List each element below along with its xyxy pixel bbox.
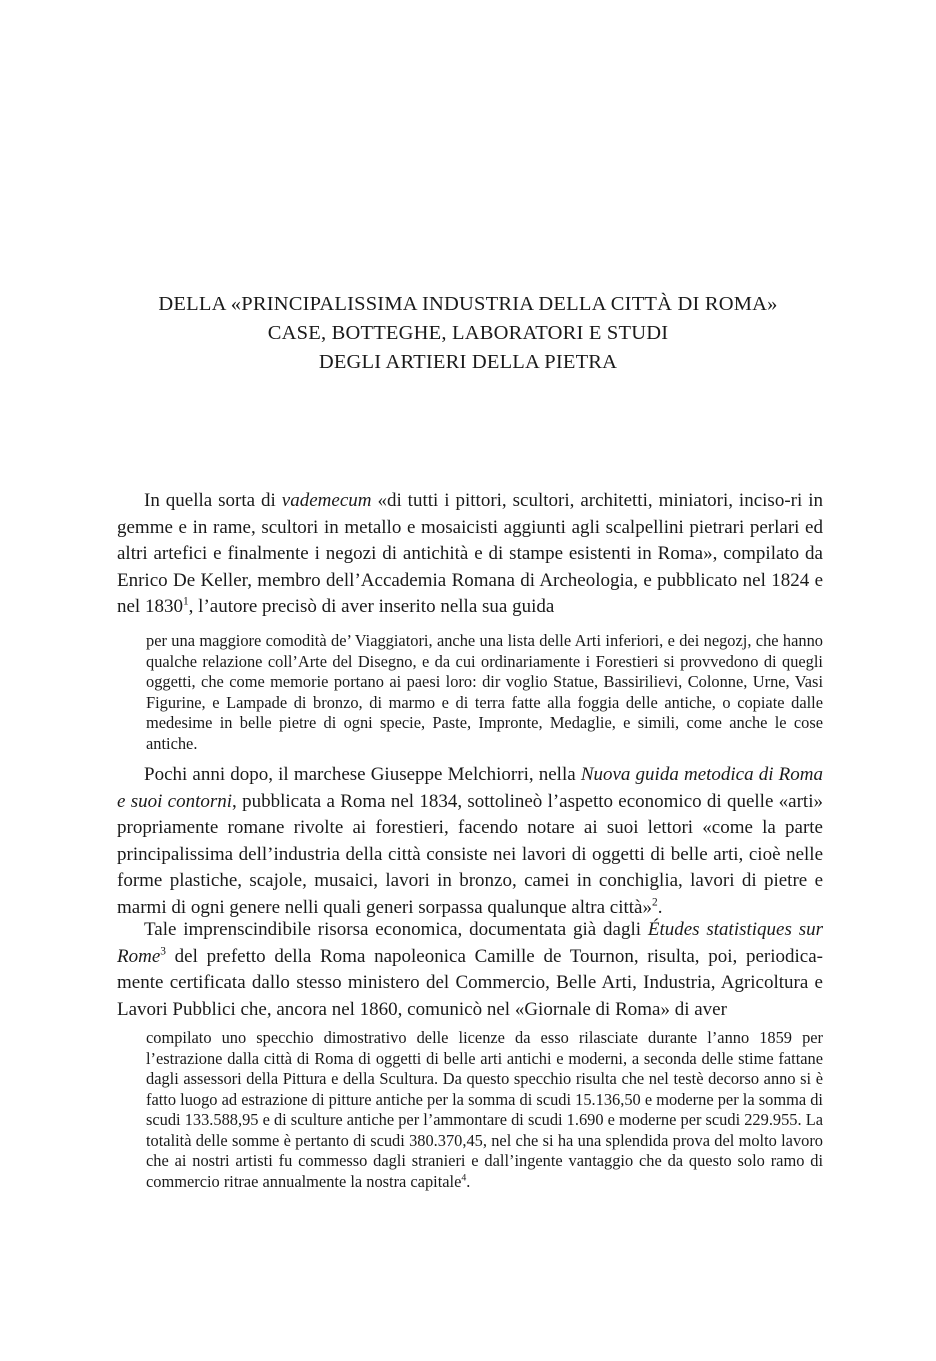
title-line-2: CASE, BOTTEGHE, LABORATORI E STUDI bbox=[267, 322, 669, 344]
paragraph-3 bbox=[117, 917, 823, 1023]
p2-text-a: Pochi anni dopo, il marchese Giuseppe Melchiorri, nella bbox=[144, 764, 581, 785]
paragraph-1 bbox=[117, 488, 823, 621]
quote2-text: compilato uno specchio dimostrativo delle licenze da esso rilasciate durante l’anno 1859 per l’estrazione dalla città di Roma di oggetti di belle arti antichi e moderni, a seconda delle stime fattane dagli assessori della Pittura e della Scultura. Da questo specchio risulta che nel testè decorso anno si è fatto luogo ad estrazione di pitture antiche per la somma di scudi 15.136,50 e moderne per la somma di scudi 133.588,95 e di sculture antiche per l’ammontare di scudi 1.690 e moderne per scudi 229.955. La totalità delle somme è pertanto di scudi 380.370,45, nel che si ha una splendida prova del molto lavoro che ai nostri artisti fu commesso dagli stranieri e dall’ingente vantaggio che da questo solo ramo di commercio ritrae annualmente la nostra capitale bbox=[146, 1028, 823, 1191]
title-line-3: DEGLI ARTIERI DELLA PIETRA bbox=[318, 351, 618, 373]
p3-text-c: del prefetto della Roma napoleonica Camille de Tournon, risulta, poi, periodica-mente certificata dallo stesso ministero del Commercio, Belle Arti, Industria, Agricoltura e Lavori Pubblici che, ancora nel 1860, comunicò nel «Giornale di Roma» di aver bbox=[117, 945, 823, 1020]
block-quote-1: per una maggiore comodità de’ Viaggiatori, anche una lista delle Arti inferiori, e dei negozj, che hanno qualche relazione coll’Arte del Disegno, e da cui ordinariamente i Forestieri si provvedono di quegli oggetti, che come memorie portano ai paesi loro: dir voglio Statue, Bassirilievi, Colonne, Urne, Vasi Figurine, e Lampade di bronzo, di marmo e di terra fatte alla foggia delle antiche, o copiate dalle medesime in belle pietre di ogni specie, Paste, Impronte, Medaglie, e simili, come anche le cose antiche. bbox=[146, 631, 823, 753]
p3-italic: Études statistiques sur Rome bbox=[117, 919, 823, 967]
p1-text-d: , l’autore precisò di aver inserito nella sua guida bbox=[188, 596, 555, 618]
footnote-ref-2[interactable]: 2 bbox=[652, 896, 658, 909]
footnote-ref-3[interactable]: 3 bbox=[160, 945, 166, 958]
p1-italic: vademecum bbox=[281, 490, 372, 511]
p1-text-a: In quella sorta di bbox=[144, 490, 282, 511]
quote2-end: . bbox=[466, 1171, 471, 1191]
block-quote-2 bbox=[146, 1028, 823, 1192]
p2-text-c: , pubblicata a Roma nel 1834, sottolineò l’aspetto economico di quelle «arti» propriamente romane rivolte ai forestieri, facendo notare ai suoi lettori «come la parte principalissima dell’industria della città consiste nei lavori di oggetti di belle arti, cioè nelle forme plastiche, scajole, musaici, lavori in bronzo, camei in conchiglia, lavori di pietre e marmi di ogni genere nelli quali generi sorpassa qualunque altra città» bbox=[117, 790, 823, 918]
p2-text-d: . bbox=[657, 896, 663, 918]
p1-text-c: «di tutti i pittori, scultori, architetti, miniatori, inciso-ri in gemme e in rame, scultori in metallo e mosaicisti aggiunti agli scalpellini pietrari perlari ed altri artefici e finalmente i negozi di antichità e di stampe esistenti in Roma», compilato da Enrico De Keller, membro dell’Accademia Romana di Archeologia, e pubblicato nel 1824 e nel 1830 bbox=[117, 490, 823, 618]
title-line-1: DELLA «PRINCIPALISSIMA INDUSTRIA DELLA CITTÀ DI ROMA» bbox=[158, 293, 778, 315]
p3-text-a: Tale imprenscindibile risorsa economica, documentata già dagli bbox=[144, 919, 648, 940]
chapter-title bbox=[0, 290, 936, 377]
paragraph-2 bbox=[117, 762, 823, 922]
p2-italic: Nuova guida metodica di Roma e suoi contorni bbox=[117, 764, 823, 812]
footnote-ref-1[interactable]: 1 bbox=[182, 596, 189, 609]
footnote-ref-4[interactable]: 4 bbox=[461, 1172, 467, 1184]
